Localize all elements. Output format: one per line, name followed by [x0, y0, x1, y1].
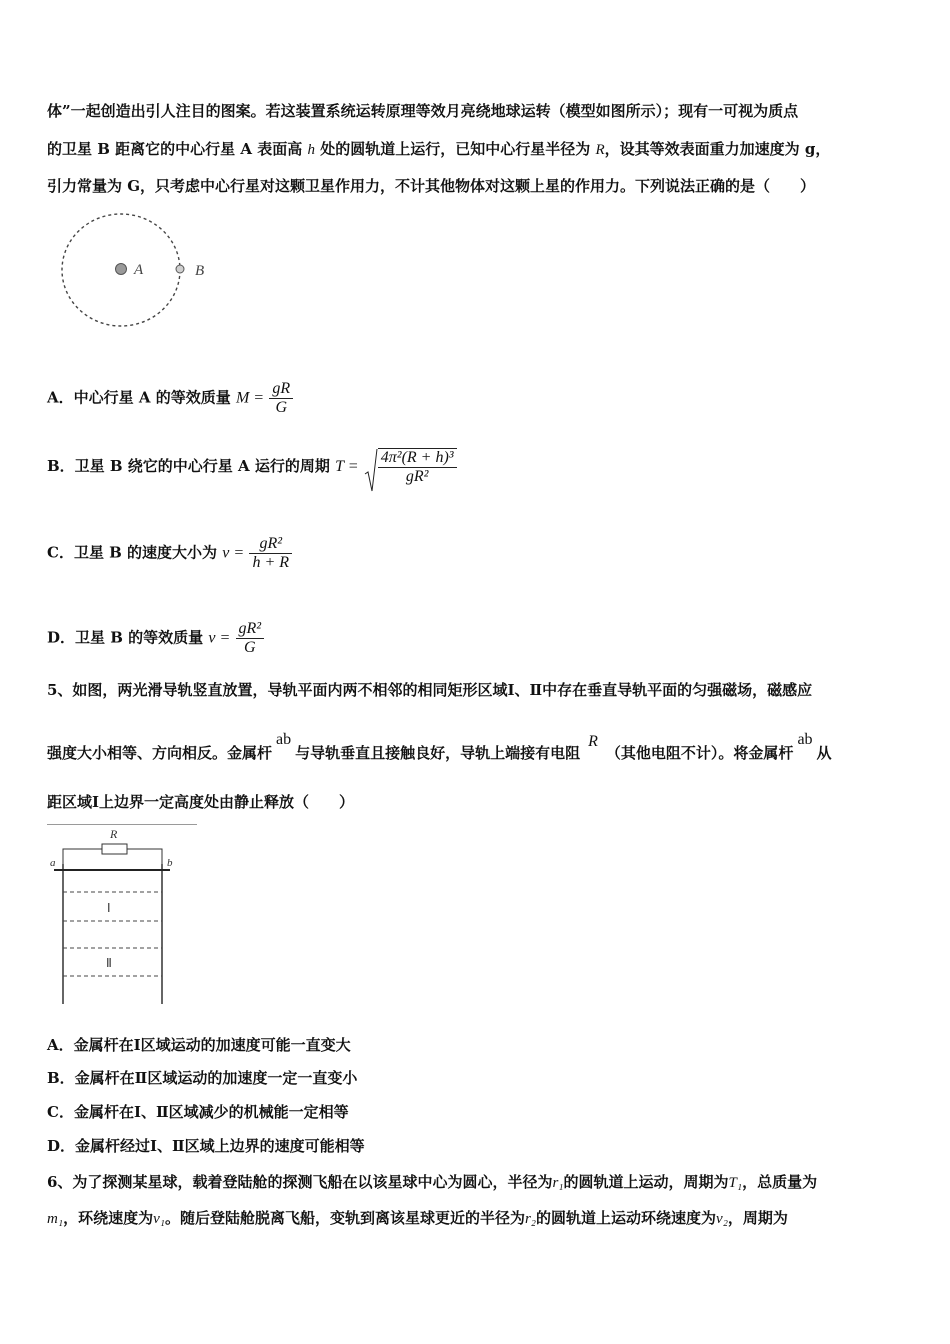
region-2-label: Ⅱ [106, 956, 112, 970]
q4-var-h: h [307, 142, 315, 158]
q5-rail-figure [45, 826, 185, 1008]
resistor-icon [102, 844, 127, 854]
q4-option-c[interactable]: C．卫星 B 的速度大小为 v = $\frac{\text{gR²}}{h + R}$ [47, 535, 907, 572]
region-1-label: Ⅰ [107, 901, 111, 915]
label-R: R [110, 827, 118, 841]
q4-stem-line-3: 引力常量为 G，只考虑中心行星对这颗卫星作用力，不计其他物体对这颗上星的作用力。下列说法正确的是（ ） [47, 177, 816, 195]
q6-var-r1: r₁ [552, 1175, 564, 1191]
satellite-B [176, 265, 184, 273]
q6-var-v1: v₁ [153, 1211, 165, 1227]
q5-var-ab-1: ab [276, 731, 292, 748]
q5-stem-line-1: 5、如图，两光滑导轨竖直放置，导轨平面内两不相邻的相同矩形区域Ⅰ、Ⅱ中存在垂直导轨平面的匀强磁场，磁感应 [47, 681, 813, 699]
q6-var-r2: r₂ [524, 1211, 537, 1227]
formula-b-fraction: $\frac{\text{4π²(R + h)³}}{\text{gR²}}$ [378, 449, 457, 486]
q5-stem-line-2: 强度大小相等、方向相反。金属杆ab与导轨垂直且接触良好，导轨上端接有电阻R（其他电阻不计）。将金属杆ab从 [47, 731, 832, 762]
q4-option-d[interactable]: D．卫星 B 的等效质量 v = $\frac{\text{gR²}}{G}$ [47, 620, 907, 657]
q6-stem-line-1: 6、为了探测某星球，载着登陆舱的探测飞船在以该星球中心为圆心，半径为r₁的圆轨道上运动，周期为T₁，总质量为 [47, 1173, 818, 1191]
label-A: A [134, 262, 144, 278]
q5-var-ab-2: ab [797, 731, 813, 748]
q5-option-d[interactable]: D．金属杆经过Ⅰ、Ⅱ区域上边界的速度可能相等 [47, 1137, 365, 1155]
formula-b-lhs: T = [335, 458, 359, 475]
q4-option-b[interactable]: B．卫星 B 绕它的中心行星 A 运行的周期 T = $\frac{\text{4π²(R + h)³}}{\text{gR²}}$ [47, 448, 907, 486]
q6-var-v2: v₂ [716, 1211, 728, 1227]
q4-stem-line-1: 体”一起创造出引人注目的图案。若这装置系统运转原理等效月亮绕地球运转（模型如图所示）；现有一可视为质点 [47, 102, 799, 120]
q6-stem-line-2: m₁，环绕速度为v₁。随后登陆舱脱离飞船，变轨到离该星球更近的半径为r₂的圆轨道上运动环绕速度为v₂，周期为 [47, 1209, 788, 1227]
formula-a-lhs: M = [235, 389, 265, 407]
planet-A [116, 264, 127, 275]
q4-orbit-figure [55, 210, 225, 335]
formula-b-sqrt [364, 448, 457, 486]
q6-var-T1: T₁ [728, 1175, 743, 1191]
formula-c-fraction: $\frac{\text{gR²}}{h + R}$ [249, 535, 292, 572]
q5-stem-line-3: 距区域Ⅰ上边界一定高度处由静止释放（ ） [47, 793, 355, 811]
q5-option-a[interactable]: A．金属杆在Ⅰ区域运动的加速度可能一直变大 [47, 1036, 351, 1054]
label-a: a [50, 857, 56, 869]
radical-sign-icon [364, 448, 378, 492]
formula-d-fraction: $\frac{\text{gR²}}{G}$ [236, 620, 265, 657]
q6-var-m1: m₁ [47, 1211, 64, 1227]
q4-stem-line-2: 的卫星 B 距离它的中心行星 A 表面高 h 处的圆轨道上运行，已知中心行星半径为 R，设其等效表面重力加速度为 g， [47, 140, 831, 158]
label-B: B [195, 263, 205, 279]
formula-d-lhs: v = [208, 629, 231, 647]
q4-option-a[interactable]: A．中心行星 A 的等效质量 M = $\frac{gR}{G}$ [47, 380, 907, 417]
top-wire-right [127, 849, 162, 864]
formula-c-lhs: v = [222, 544, 245, 562]
label-b: b [167, 857, 173, 869]
figure-divider [47, 824, 197, 825]
q5-var-R: R [588, 733, 598, 750]
top-wire [63, 849, 102, 864]
q5-option-c[interactable]: C．金属杆在Ⅰ、Ⅱ区域减少的机械能一定相等 [47, 1103, 349, 1121]
q5-option-b[interactable]: B．金属杆在Ⅱ区域运动的加速度一定一直变小 [47, 1069, 358, 1087]
formula-a-fraction: $\frac{gR}{G}$ [269, 380, 293, 417]
q4-var-R: R [595, 142, 605, 158]
